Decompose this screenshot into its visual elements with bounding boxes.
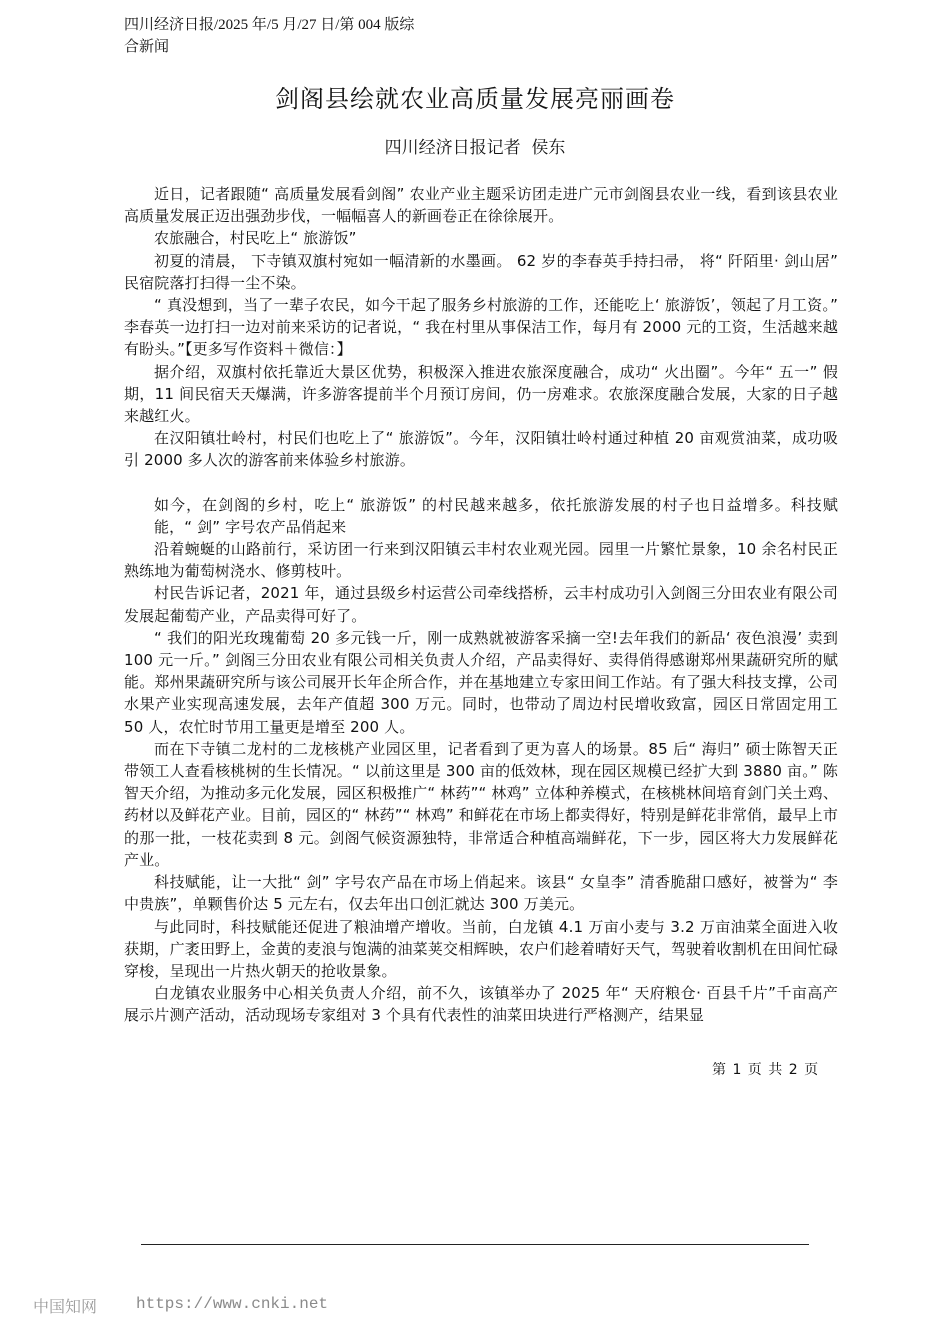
source-line: 四川经济日报/2025 年/5 月/27 日/第 004 版综合新闻 [124,17,415,55]
paragraph: 初夏的清晨， 下寺镇双旗村宛如一幅清新的水墨画。 62 岁的李春英手持扫帚， 将“ 阡陌里· 剑山居” 民宿院落打扫得一尘不染。 [124,251,838,292]
footer-divider [141,1244,809,1245]
paragraph: 沿着蜿蜒的山路前行，采访团一行来到汉阳镇云丰村农业观光园。园里一片繁忙景象，10 余名村民正熟练地为葡萄树浇水、修剪枝叶。 [124,540,838,581]
article-title: 剑阁县绘就农业高质量发展亮丽画卷 [275,85,675,113]
paragraph: 与此同时，科技赋能还促进了粮油增产增收。当前，白龙镇 4.1 万亩小麦与 3.2 万亩油菜全面进入收获期，广袤田野上，金黄的麦浪与饱满的油菜荚交相辉映，农户们趁着晴好天气，驾驶着收割机在田间忙碌穿梭，呈现出一片热火朝天的抢收景象。 [124,917,838,980]
page-number: 第 1 页 共 2 页 [712,1062,820,1078]
paragraph: 而在下寺镇二龙村的二龙核桃产业园区里，记者看到了更为喜人的场景。85 后“ 海归” 硕士陈智天正带领工人查看核桃树的生长情况。“ 以前这里是 300 亩的低效林，现在园区规模已经扩大到 3880 亩。” 陈智天介绍，为推动多元化发展，园区积极推广“ 林药”“ 林鸡” 立体种养模式，在核桃林间培育剑门关土鸡、药材以及鲜花产业。目前，园区的“ 林药”“ 林鸡” 和鲜花在市场上都卖得好，特别是鲜花非常俏，最早上市的那一批，一枝花卖到 8 元。剑阁气候资源独特，非常适合种植高端鲜花，下一步，园区将大力发展鲜花产业。 [124,739,838,869]
article-byline: 四川经济日报记者 侯东 [384,138,566,158]
paragraph: 村民告诉记者，2021 年，通过县级乡村运营公司牵线搭桥，云丰村成功引入剑阁三分田农业有限公司发展起葡萄产业，产品卖得可好了。 [124,584,838,625]
paragraph: 科技赋能，让一大批“ 剑” 字号农产品在市场上俏起来。该县“ 女皇李” 清香脆甜口感好，被誉为“ 李中贵族”，单颗售价达 5 元左右，仅去年出口创汇就达 300 万美元。 [124,873,838,914]
paragraph: 白龙镇农业服务中心相关负责人介绍，前不久，该镇举办了 2025 年“ 天府粮仓· 百县千片”千亩高产展示片测产活动，活动现场专家组对 3 个具有代表性的油菜田块进行严格测产，结果显 [124,984,838,1025]
article-body [124,183,838,1027]
cnki-brand: 中国知网 [33,1297,98,1316]
paragraph-with-subhead: 如今，在剑阁的乡村，吃上“ 旅游饭” 的村民越来越多，依托旅游发展的村子也日益增多。科技赋能，“ 剑” 字号农产品俏起来 [154,495,838,536]
paragraph: “ 真没想到，当了一辈子农民，如今干起了服务乡村旅游的工作，还能吃上‘ 旅游饭’，领起了月工资。” 李春英一边打扫一边对前来采访的记者说，“ 我在村里从事保洁工作，每月有 2000 元的工资，生活越来越有盼头。”【更多写作资料＋微信：】 [124,296,838,359]
section-subhead: 农旅融合，村民吃上“ 旅游饭” [154,229,357,248]
paragraph: 近日，记者跟随“ 高质量发展看剑阁” 农业产业主题采访团走进广元市剑阁县农业一线，看到该县农业高质量发展正迈出强劲步伐，一幅幅喜人的新画卷正在徐徐展开。 [124,185,838,226]
paragraph: 在汉阳镇壮岭村，村民们也吃上了“ 旅游饭”。今年，汉阳镇壮岭村通过种植 20 亩观赏油菜，成功吸引 2000 多人次的游客前来体验乡村旅游。 [124,429,838,470]
paragraph: “ 我们的阳光玫瑰葡萄 20 多元钱一斤，刚一成熟就被游客采摘一空!去年我们的新品‘ 夜色浪漫’ 卖到 100 元一斤。” 剑阁三分田农业有限公司相关负责人介绍，产品卖得好、卖得俏得感谢郑州果蔬研究所的赋能。郑州果蔬研究所与该公司展开长年企所合作，并在基地建立专家田间工作站。有了强大科技支撑，公司水果产业实现高速发展，去年产值超 300 万元。同时，也带动了周边村民增收致富，园区日常固定用工 50 人，农忙时节用工量更是增至 200 人。 [124,628,838,736]
paragraph: 据介绍，双旗村依托靠近大景区优势，积极深入推进农旅深度融合，成功“ 火出圈”。今年“ 五一” 假期，11 间民宿天天爆满，许多游客提前半个月预订房间，仍一房难求。农旅深度融合发展，大家的日子越来越红火。 [124,362,838,426]
cnki-url-link[interactable]: https://www.cnki.net [136,1295,329,1313]
